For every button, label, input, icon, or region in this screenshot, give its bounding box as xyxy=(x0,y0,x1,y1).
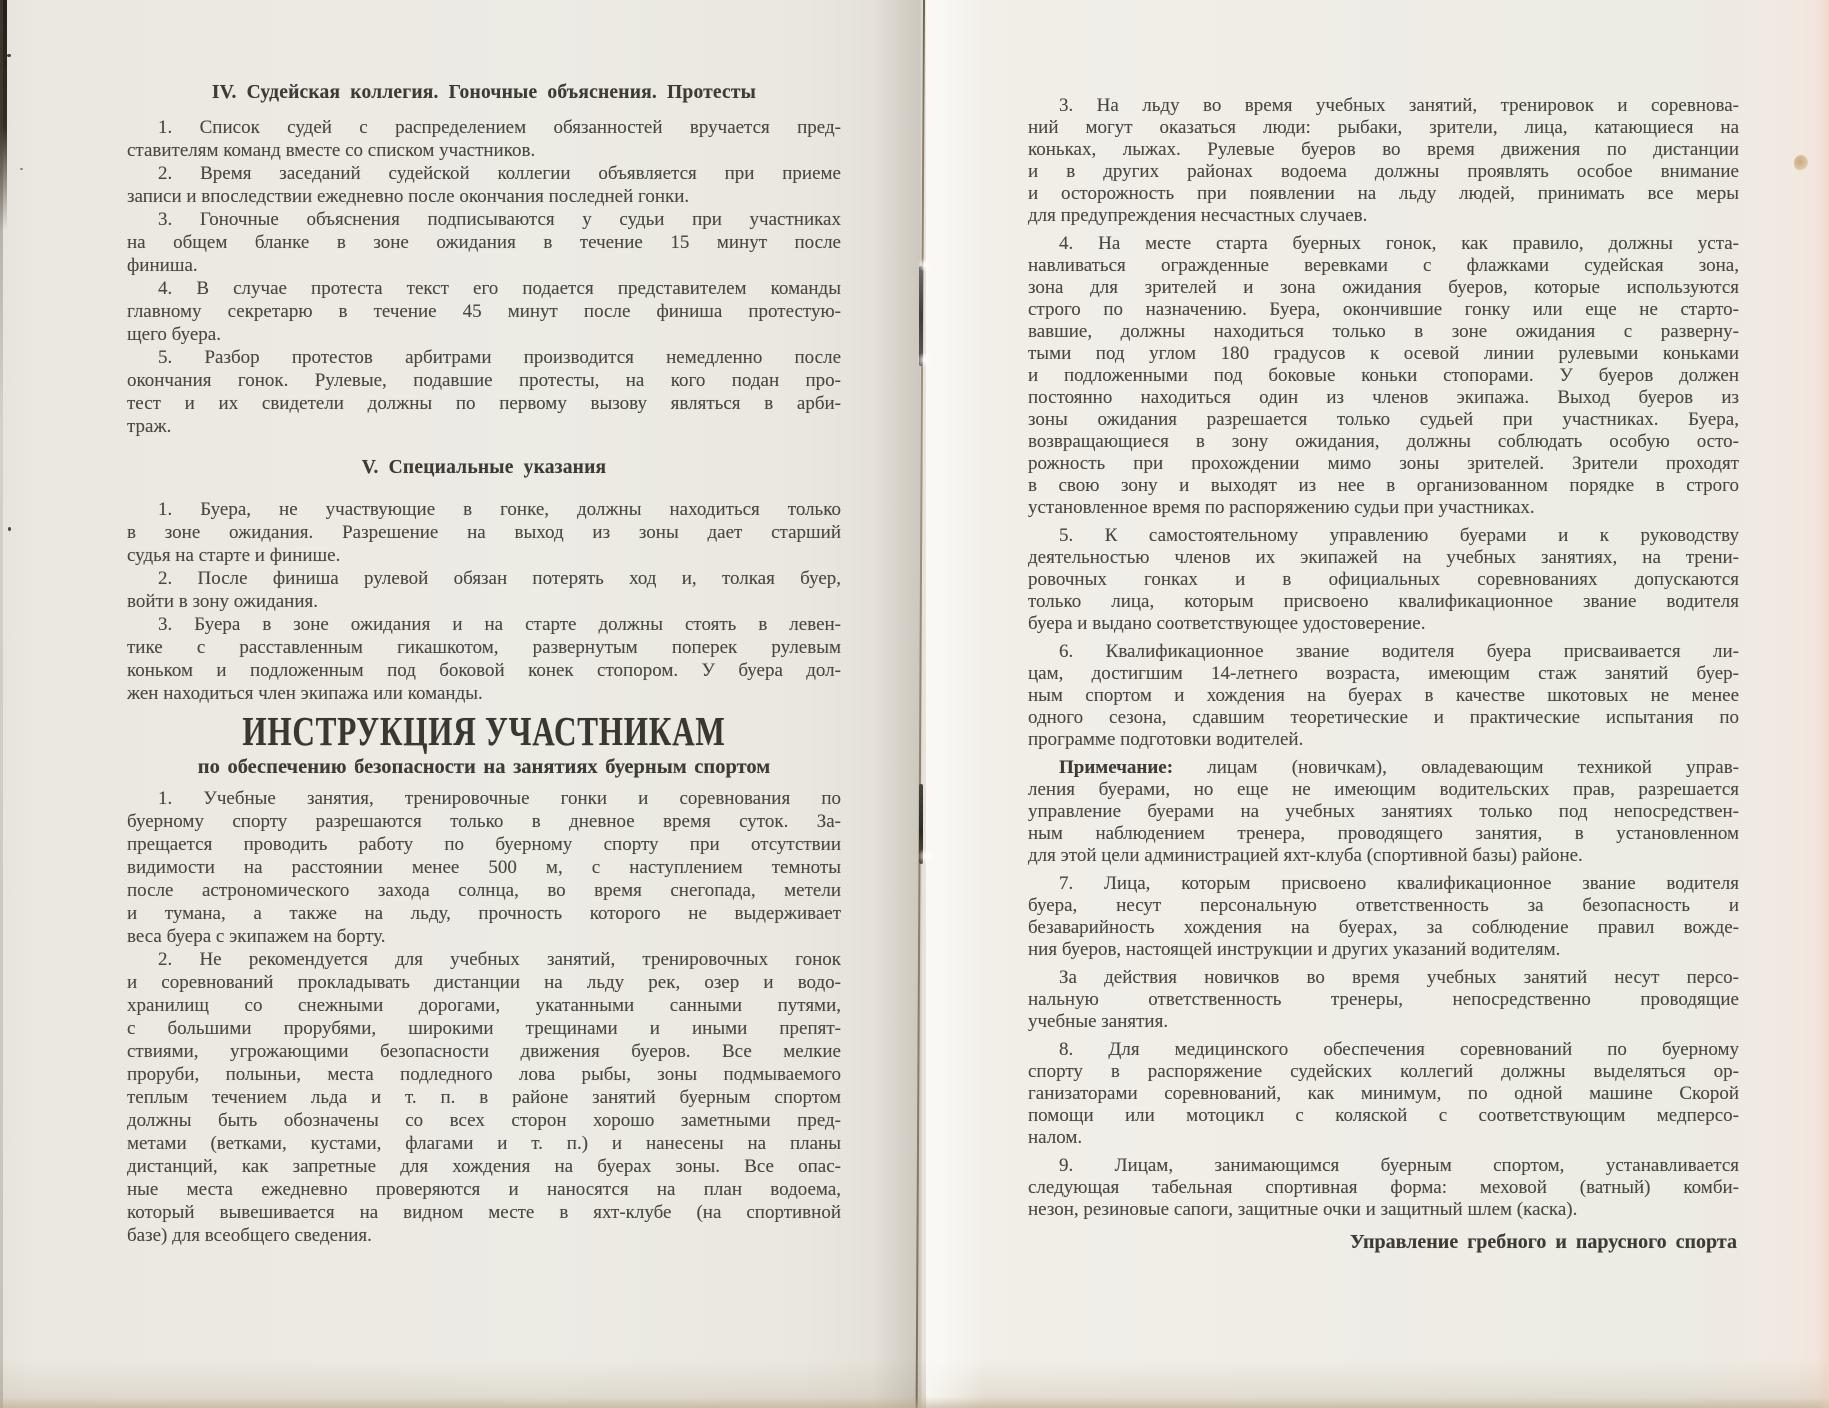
text-line: ствиями, угрожающими безопасности движения буеров. Все мелкие xyxy=(127,1041,841,1062)
paragraph xyxy=(1028,233,1739,519)
text-line: окончания гонок. Рулевые, подавшие протесты, на кого подан про- xyxy=(127,370,841,391)
text-line: и в других районах водоема должны проявлять особое внимание xyxy=(1028,161,1739,182)
binding-thread-glint xyxy=(918,848,934,864)
text-line: 2. Время заседаний судейской коллегии объявляется при приеме xyxy=(158,163,841,184)
text-line: и осторожность при появлении на льду людей, принимать все меры xyxy=(1028,183,1739,204)
paragraph xyxy=(127,498,841,567)
text-line: 6. Квалификационное звание водителя буера присваивается ли- xyxy=(1059,641,1739,662)
text-line: Примечание: лицам (новичкам), овладевающим техникой управ- xyxy=(1059,757,1739,778)
paragraph xyxy=(127,787,841,948)
text-line: 4. На месте старта буерных гонок, как правило, должны уста- xyxy=(1059,233,1739,254)
text-line: буера и выдано соответствующее удостоверение. xyxy=(1028,613,1426,634)
paragraph xyxy=(127,346,841,438)
text-line: спорту в распоряжение судейских коллегий должны выделяться ор- xyxy=(1028,1061,1739,1082)
page-left-text-column xyxy=(127,81,841,1247)
dust-speck xyxy=(8,527,11,531)
paragraph xyxy=(127,948,841,1247)
text-line: нальную ответственность тренеры, непосредственно проводящие xyxy=(1028,989,1739,1010)
dust-speck xyxy=(7,54,11,57)
text-line: щего буера. xyxy=(127,324,221,345)
section-heading: V. Специальные указания xyxy=(361,457,607,478)
text-line: буерному спорту разрешаются только в дневное время суток. За- xyxy=(127,811,841,832)
text-line: для предупреждения несчастных случаев. xyxy=(1028,205,1368,226)
paragraph xyxy=(1028,873,1739,961)
text-line: судья на старте и финише. xyxy=(127,545,341,566)
text-line: жен находиться член экипажа или команды. xyxy=(127,683,483,704)
note-paragraph xyxy=(1028,757,1739,867)
dust-speck xyxy=(20,168,23,170)
text-line: видимости на расстоянии менее 500 м, с наступлением темноты xyxy=(127,857,841,878)
text-line: 3. На льду во время учебных занятий, тренировок и соревнова- xyxy=(1059,95,1739,116)
text-line: тике с расставленным гикашкотом, развернутым поперек рулевым xyxy=(127,637,841,658)
text-line: 9. Лицам, занимающимся буерным спортом, устанавливается xyxy=(1059,1155,1739,1176)
text-line: и соревнований прокладывать дистанции на льду рек, озер и водо- xyxy=(127,972,841,993)
section-subtitle: по обеспечению безопасности на занятиях буерным спортом xyxy=(197,756,771,778)
spine-highlight xyxy=(926,0,986,1408)
text-line: одного сезона, сдавшим теоретические и практические испытания по xyxy=(1028,707,1739,728)
text-line: в свою зону и выходят из нее в организованном порядке в строго xyxy=(1028,475,1739,496)
text-line: налом. xyxy=(1028,1127,1083,1148)
text-line: в зоне ожидания. Разрешение на выход из зоны дает старший xyxy=(127,522,841,543)
text-line: 5. Разбор протестов арбитрами производится немедленно после xyxy=(158,347,841,368)
paragraph xyxy=(1028,525,1739,635)
text-line: проруби, полыньи, места подледного лова рыбы, зоны подмываемого xyxy=(127,1064,841,1085)
text-line: тест и их свидетели должны по первому вызову являться в арби- xyxy=(127,393,841,414)
text-line: 3. Гоночные объяснения подписываются у судьи при участниках xyxy=(158,209,841,230)
text-line: постоянно находиться один из членов экипажа. Выход буеров из xyxy=(1028,387,1739,408)
paragraph xyxy=(127,613,841,705)
text-line: ний могут оказаться люди: рыбаки, зрители, лица, катающиеся на xyxy=(1028,117,1739,138)
spine-shadow xyxy=(872,0,922,1408)
text-line: рожность при прохождении мимо зоны зрителей. Зрители проходят xyxy=(1028,453,1739,474)
text-line: записи и впоследствии ежедневно после окончания последней гонки. xyxy=(127,186,690,207)
text-line: цам, достигшим 14-летнего возраста, имеющим стаж занятий буер- xyxy=(1028,663,1739,684)
binding-thread-glint xyxy=(917,352,933,368)
text-line: буера, несут персональную ответственность за безопасность и xyxy=(1028,895,1739,916)
text-line: коньках, лыжах. Рулевые буеров во время движения по дистанции xyxy=(1028,139,1739,160)
text-line: войти в зону ожидания. xyxy=(127,591,319,612)
text-line: с большими прорубями, широкими трещинами и иными препят- xyxy=(127,1018,841,1039)
paragraph xyxy=(127,162,841,208)
text-line: главному секретарю в течение 45 минут после финиша протестую- xyxy=(127,301,841,322)
text-line: и тумана, а также на льду, прочность которого не выдерживает xyxy=(127,903,841,924)
text-line: 3. Буера в зоне ожидания и на старте должны стоять в левен- xyxy=(158,614,841,635)
paragraph xyxy=(127,116,841,162)
text-line: вавшие, должны находиться только в зоне ожидания с разверну- xyxy=(1028,321,1739,342)
page-right-text-column xyxy=(1028,95,1739,1254)
scan-edge-line xyxy=(0,0,3,1408)
text-line: безаварийность хождения на буерах, за соблюдение правил вожде- xyxy=(1028,917,1739,938)
section-heading: IV. Судейская коллегия. Гоночные объяснения. Протесты xyxy=(211,82,757,103)
paragraph xyxy=(1028,967,1739,1033)
paragraph xyxy=(1028,95,1739,227)
binding-thread-glint xyxy=(918,258,932,272)
paragraph xyxy=(1028,1039,1739,1149)
text-line: ные места ежедневно проверяются и наносятся на план водоема, xyxy=(127,1179,841,1200)
text-line: дистанций, как запретные для хождения на буерах зоны. Все опас- xyxy=(127,1156,841,1177)
text-line: ния буеров, настоящей инструкции и других указаний водителям. xyxy=(1028,939,1561,960)
text-line: учебные занятия. xyxy=(1028,1011,1169,1032)
text-line: теплым течением льда и т. п. в районе занятий буерным спортом xyxy=(127,1087,841,1108)
text-line: 1. Учебные занятия, тренировочные гонки и соревнования по xyxy=(158,788,841,809)
text-line: управление буерами на учебных занятиях только под непосредствен- xyxy=(1028,801,1739,822)
text-line: ным наблюдением тренера, проводящего занятия, в установленном xyxy=(1028,823,1739,844)
paragraph xyxy=(1028,1155,1739,1221)
paper-stain xyxy=(1794,155,1808,171)
text-line: ставителям команд вместе со списком участников. xyxy=(127,140,536,161)
text-line: строго по назначению. Буера, окончившие гонку или еще не старто- xyxy=(1028,299,1739,320)
text-line: веса буера с экипажем на борту. xyxy=(127,926,386,947)
text-line: 1. Буера, не участвующие в гонке, должны находиться только xyxy=(158,499,841,520)
paragraph xyxy=(127,277,841,346)
text-line: зона для зрителей и зона ожидания буеров, которые используются xyxy=(1028,277,1739,298)
text-line: финиша. xyxy=(127,255,198,276)
text-line: для этой цели администрацией яхт-клуба (спортивной базы) районе. xyxy=(1028,845,1583,866)
text-line: 7. Лица, которым присвоено квалификационное звание водителя xyxy=(1059,873,1739,894)
text-line: прещается проводить работу по буерному спорту при отсутствии xyxy=(127,834,841,855)
text-line: помощи или мотоцикл с коляской с соответствующим медперсо- xyxy=(1028,1105,1739,1126)
text-line: ганизаторами соревнований, как минимум, по одной машине Скорой xyxy=(1028,1083,1739,1104)
text-line: следующая табельная спортивная форма: меховой (ватный) комби- xyxy=(1028,1177,1739,1198)
paragraph xyxy=(127,208,841,277)
text-line: 5. К самостоятельному управлению буерами и к руководству xyxy=(1059,525,1739,546)
text-line: ровочных гонках и в официальных соревнованиях допускаются xyxy=(1028,569,1739,590)
text-line: незон, резиновые сапоги, защитные очки и защитный шлем (каска). xyxy=(1028,1199,1578,1220)
text-line: траж. xyxy=(127,416,172,437)
text-line: должны быть обозначены со всех сторон хорошо заметными пред- xyxy=(127,1110,841,1131)
text-line: базе) для всеобщего сведения. xyxy=(127,1225,372,1246)
section-title: ИНСТРУКЦИЯ УЧАСТНИКАМ xyxy=(242,708,726,754)
text-line: возвращающиеся в зону ожидания, должны соблюдать особую осто- xyxy=(1028,431,1739,452)
text-line: и подложенными под боковые коньки стопорами. У буеров должен xyxy=(1028,365,1739,386)
text-line: За действия новичков во время учебных занятий несут персо- xyxy=(1059,967,1739,988)
text-line: тыми под углом 180 градусов к осевой линии рулевыми коньками xyxy=(1028,343,1739,364)
text-line: коньком и подложенным под боковой конек стопором. У буера дол- xyxy=(127,660,841,681)
text-line: 8. Для медицинского обеспечения соревнований по буерному xyxy=(1059,1039,1739,1060)
text-line: после астрономического захода солнца, во время снегопада, метели xyxy=(127,880,841,901)
text-line: навливаться огражденные веревками с флажками судейская зона, xyxy=(1028,255,1739,276)
text-line: зоны ожидания разрешается только судьей при участниках. Буера, xyxy=(1028,409,1739,430)
text-line: программе подготовки водителей. xyxy=(1028,729,1304,750)
text-line: 2. После финиша рулевой обязан потерять ход и, толкая буер, xyxy=(158,568,841,589)
paragraph xyxy=(127,567,841,613)
text-line: ным спортом и хождения на буерах в качестве шкотовых не менее xyxy=(1028,685,1739,706)
text-line: на общем бланке в зоне ожидания в течение 15 минут после xyxy=(127,232,841,253)
text-line: деятельностью членов их экипажей на учебных занятиях, на трени- xyxy=(1028,547,1739,568)
scan-edge-bottom xyxy=(0,1397,1829,1408)
text-line: установленное время по распоряжению судьи при участниках. xyxy=(1028,497,1535,518)
binding-stitch xyxy=(919,266,923,366)
text-line: хранилищ со снежными дорогами, укатанными санными путями, xyxy=(127,995,841,1016)
note-label: Примечание: xyxy=(1059,757,1174,778)
text-line: только лица, которым присвоено квалификационное звание водителя xyxy=(1028,591,1739,612)
text-line: который вывешивается на видном месте в яхт-клубе (на спортивной xyxy=(127,1202,841,1223)
text-line: метами (ветками, кустами, флагами и т. п.) и нанесены на планы xyxy=(127,1133,841,1154)
signature-line: Управление гребного и парусного спорта xyxy=(1349,1231,1737,1253)
text-line: ления буерами, но еще не имеющим водительских прав, разрешается xyxy=(1028,779,1739,800)
paragraph xyxy=(1028,641,1739,751)
text-line: 2. Не рекомендуется для учебных занятий, тренировочных гонок xyxy=(158,949,841,970)
text-line: 4. В случае протеста текст его подается представителем команды xyxy=(158,278,841,299)
scan-edge-right xyxy=(1816,0,1829,1408)
text-line: 1. Список судей с распределением обязанностей вручается пред- xyxy=(158,117,841,138)
